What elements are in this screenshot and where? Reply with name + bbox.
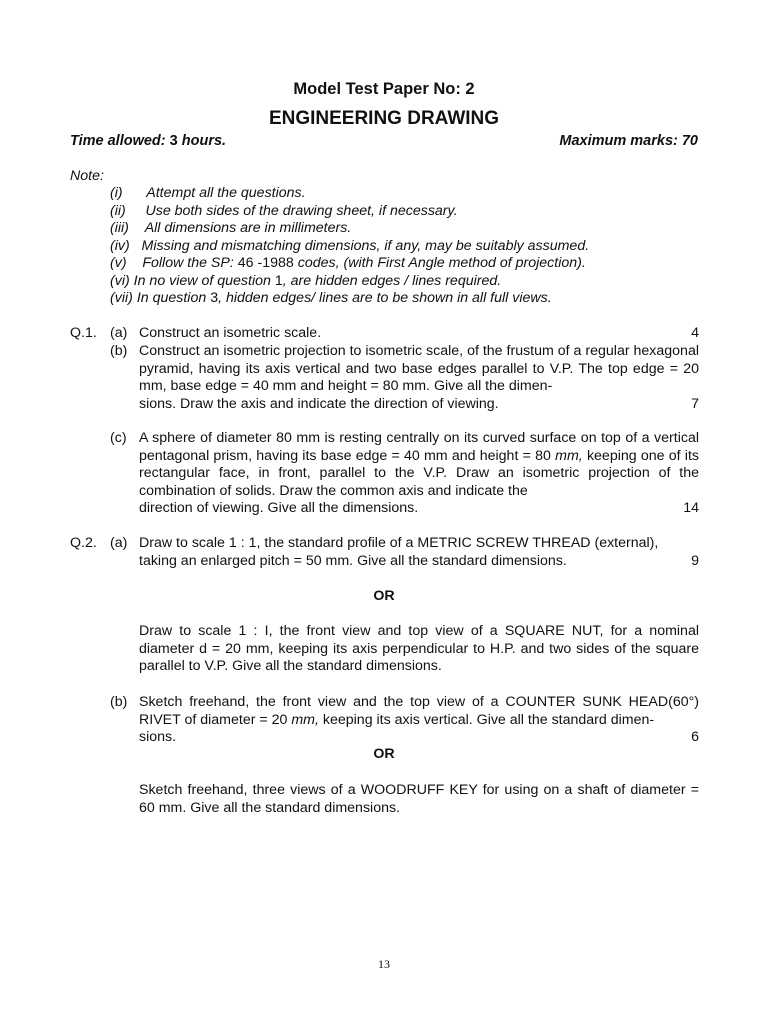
note-item: (i) Attempt all the questions. xyxy=(110,185,306,201)
subquestion-label: (b) xyxy=(110,694,128,710)
question-text: Construct an isometric scale. 4 xyxy=(139,325,699,341)
note-item: (iii) All dimensions are in millimeters. xyxy=(110,220,352,236)
time-unit: hours. xyxy=(181,133,227,149)
paper-subtitle: Model Test Paper No: 2 xyxy=(293,80,475,98)
note-item: (iv) Missing and mismatching dimensions, if any, may be suitably assumed. xyxy=(110,237,590,254)
question-text: A sphere of diameter 80 mm is resting centrally on its curved surface on top of a vertical pentagonal prism, having its base edge = 40 mm and height = 80 mm, keeping one of its rectangular face, in front, parallel to the V.P. Draw an isometric projection of the combination of solids. Draw the common axis and indicate the direction of viewing. Give all the dimensions. 14 xyxy=(139,430,699,517)
question-text: Sketch freehand, three views of a WOODRUFF KEY for using on a shaft of diameter = 60 mm. Give all the standard dimensions. xyxy=(139,782,699,816)
marks: 4 xyxy=(691,325,699,341)
note-item: (vii) In question 3, hidden edges/ lines are to be shown in all full views. xyxy=(110,290,552,306)
time-allowed xyxy=(70,133,226,149)
maximum-marks: Maximum marks: 70 xyxy=(559,133,698,149)
page-number: 13 xyxy=(378,957,390,971)
question-number: Q.1. xyxy=(70,325,97,341)
time-value: 3 xyxy=(169,133,178,149)
paper-title: ENGINEERING DRAWING xyxy=(268,108,500,129)
subquestion-label: (c) xyxy=(110,430,127,446)
note-label: Note: xyxy=(70,168,104,184)
or-separator: OR xyxy=(373,588,395,604)
marks: 7 xyxy=(691,395,699,412)
question-number: Q.2. xyxy=(70,535,97,551)
time-label: Time allowed: xyxy=(70,133,166,149)
note-item: (v) Follow the SP: 46 -1988 codes, (with First Angle method of projection). xyxy=(110,255,586,271)
question-text: Construct an isometric projection to isometric scale, of the frustum of a regular hexagonal pyramid, having its axis vertical and two base edges parallel to V.P. The top edge = 20 mm, base edge = 40 mm and height = 80 mm. Give all the dimen- sions. Draw the axis and indicate the direction of viewing. 7 xyxy=(139,343,699,412)
or-separator: OR xyxy=(373,746,395,762)
question-text: Draw to scale 1 : I, the front view and top view of a SQUARE NUT, for a nominal diameter d = 20 mm, keeping its axis perpendicular to H.P. and two sides of the square parallel to V.P. Give all the standard dimensions. xyxy=(139,623,699,675)
marks: 9 xyxy=(691,552,699,569)
question-text: Draw to scale 1 : 1, the standard profile of a METRIC SCREW THREAD (external), taking an enlarged pitch = 50 mm. Give all the standard dimensions. 9 xyxy=(139,535,699,569)
note-item: (vi) In no view of question 1, are hidden edges / lines required. xyxy=(110,272,502,289)
subquestion-label: (a) xyxy=(110,325,128,341)
subquestion-label: (b) xyxy=(110,343,128,359)
marks: 14 xyxy=(683,500,699,517)
question-text: Sketch freehand, the front view and the top view of a COUNTER SUNK HEAD(60°) RIVET of diameter = 20 mm, keeping its axis vertical. Give all the standard dimen- sions. 6 xyxy=(139,694,699,746)
subquestion-label: (a) xyxy=(110,535,128,551)
marks: 6 xyxy=(691,729,699,746)
note-item: (ii) Use both sides of the drawing sheet, if necessary. xyxy=(110,202,458,219)
